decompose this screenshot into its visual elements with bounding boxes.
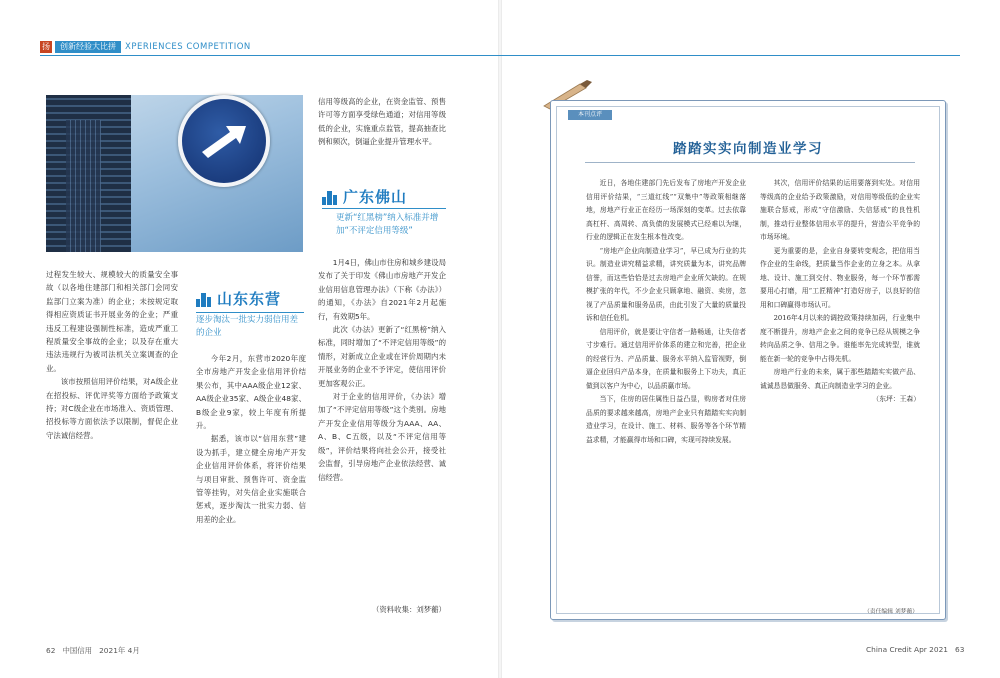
issue-date: 2021年 4月 <box>99 646 140 655</box>
footer-right <box>866 645 964 654</box>
article-column-3-bottom <box>318 256 446 484</box>
source-credit: （资料收集：刘梦蘅） <box>372 605 446 614</box>
commentary-tag: 本刊点评 <box>568 110 612 120</box>
paragraph: 今年2月，东营市2020年度全市房地产开发企业信用评价结果公布，其中AAA级企业12家、AA级企业35家、A级企业48家、B级企业9家，较上年度有所提升。 <box>196 354 306 431</box>
page-number-left: 62 <box>46 646 56 655</box>
paragraph: 更为重要的是，企业自身要转变观念，把信用当作企业的生命线，把质量当作企业的立身之本。从拿地、设计、施工到交付、物业服务，每一个环节都需要用心打磨，用“工匠精神”打造好房子，以良好的信用和口碑赢得市场认可。 <box>760 246 920 309</box>
paragraph: 1月4日，佛山市住房和城乡建设局发布了关于印发《佛山市房地产开发企业信用信息管理办法》（下称《办法》）的通知，《办法》自2021年2月起施行，有效期5年。 <box>318 258 446 321</box>
section-title-cn: 创新经验大比拼 <box>55 41 121 53</box>
page-gutter <box>498 0 502 678</box>
commentary-author: （东坪：王森） <box>872 395 920 403</box>
article-column-3-top <box>318 95 446 149</box>
article-column-2-bottom <box>196 352 306 526</box>
shandong-badge <box>196 288 281 309</box>
paragraph: 过程发生较大、规模较大的质量安全事故（以各地住建部门和相关部门会同安监部门立案为准）的企业；未按规定取得相应资质证书开展业务的企业；严重违反工程建设强制性标准，造成严重工程质量安全事故的企业；以及存在重大违法违规行为被司法机关立案调查的企业。 <box>46 270 178 373</box>
paragraph: 房地产行业的未来，属于那些踏踏实实做产品、诚诚恳恳做服务、真正向制造业学习的企业。 <box>760 368 920 390</box>
magazine-logo-icon: 扬 <box>42 42 50 51</box>
paragraph: “房地产企业向制造业学习”，早已成为行业的共识。制造业讲究精益求精，讲究质量为本，讲究品牌信誉，而这些恰恰是过去房地产企业所欠缺的。在规模扩张的年代，不少企业只顾拿地、融资、卖房，忽视了产品质量和服务品质，由此引发了大量的质量投诉和信任危机。 <box>586 246 746 322</box>
paragraph: 据悉，该市以“信用东营”建设为抓手，建立健全房地产开发企业信用评价体系，将评价结果与项目审批、预售许可、资金监管等挂钩，对失信企业实施联合惩戒，逐步淘汰一批实力弱、信用差的企业。 <box>196 434 306 524</box>
guangdong-title: 广东佛山 <box>343 188 408 206</box>
page-number-right: 63 <box>955 645 965 654</box>
guangdong-subtitle: 更新“红黑榜”纳入标准并增加“不评定信用等级” <box>336 213 439 236</box>
paragraph: 2016年4月以来的调控政策持续加码，行业集中度不断提升，房地产企业之间的竞争已经从规模之争转向品质之争、信用之争。谁能率先完成转型，谁就能在新一轮的竞争中占得先机。 <box>760 314 920 363</box>
section-title-en: XPERIENCES COMPETITION <box>125 42 251 52</box>
paragraph: 此次《办法》更新了“红黑榜”纳入标准，同时增加了“不评定信用等级”的情形，对新成立企业或在评价周期内未开展业务的企业不予评定，使信用评价更加客观公正。 <box>318 325 446 388</box>
article-column-1-top <box>46 268 178 442</box>
paragraph: 该市按照信用评价结果，对A级企业在招投标、评优评奖等方面给予政策支持；对C级企业在市场准入、资质管理、招投标等方面依法予以限制，督促企业守法诚信经营。 <box>46 377 178 440</box>
paragraph: 信用等级高的企业，在资金监管、预售许可等方面享受绿色通道；对信用等级低的企业，实施重点监管，提高抽查比例和频次，倒逼企业提升管理水平。 <box>318 97 446 147</box>
paragraph: 信用评价，就是要让守信者一路畅通，让失信者寸步难行。通过信用评价体系的建立和完善，把企业的经营行为、产品质量、服务水平纳入监管视野，倒逼企业回归产品本身，在质量和服务上下功夫，真正做到以客户为中心，以品质赢市场。 <box>586 327 746 390</box>
editor-credit: （责任编辑 刘梦蘅） <box>864 609 919 615</box>
commentary-column-left <box>586 177 746 447</box>
city-building-icon <box>322 189 340 205</box>
arrow-icon <box>196 120 252 160</box>
paragraph: 近日，各地住建部门先后发布了房地产开发企业信用评价结果，“三道红线”“双集中”等政策相继落地，房地产行业正在经历一场深刻的变革。过去依靠高杠杆、高周转、高负债的发展模式已经难以为继，行业的逻辑正在发生根本性改变。 <box>586 179 746 241</box>
magazine-name-en: China Credit Apr 2021 <box>866 645 948 654</box>
footer-left <box>46 645 140 656</box>
shandong-title: 山东东营 <box>217 290 282 308</box>
magazine-name: 中国信用 <box>62 646 93 655</box>
commentary-title: 踏踏实实向制造业学习 <box>673 141 823 157</box>
city-building-icon <box>196 291 214 307</box>
shandong-subtitle: 逐步淘汰一批实力弱信用差的企业 <box>196 315 299 338</box>
paragraph: 当下，住房的居住属性日益凸显，购房者对住房品质的要求越来越高，房地产企业只有踏踏实实向制造业学习，在设计、施工、材料、服务等各个环节精益求精，才能赢得市场和口碑，实现可持续发展。 <box>586 395 746 444</box>
header-rule <box>40 55 960 56</box>
paragraph: 其次，信用评价结果的运用要落到实处。对信用等级高的企业给予政策激励，对信用等级低的企业实施联合惩戒，形成“守信激励、失信惩戒”的良性机制，推动行业整体信用水平的提升，营造公平竞争的市场环境。 <box>760 179 920 241</box>
section-header <box>40 40 251 54</box>
paragraph: 对于企业的信用评价，《办法》增加了“不评定信用等级”这个类别。房地产开发企业信用等级分为AAA、AA、A、B、C五级，以及“不评定信用等级”，评价结果将向社会公开，接受社会监督，引导房地产企业依法经营、诚信经营。 <box>318 392 446 482</box>
commentary-column-right <box>760 177 920 407</box>
guangdong-badge <box>322 186 407 207</box>
